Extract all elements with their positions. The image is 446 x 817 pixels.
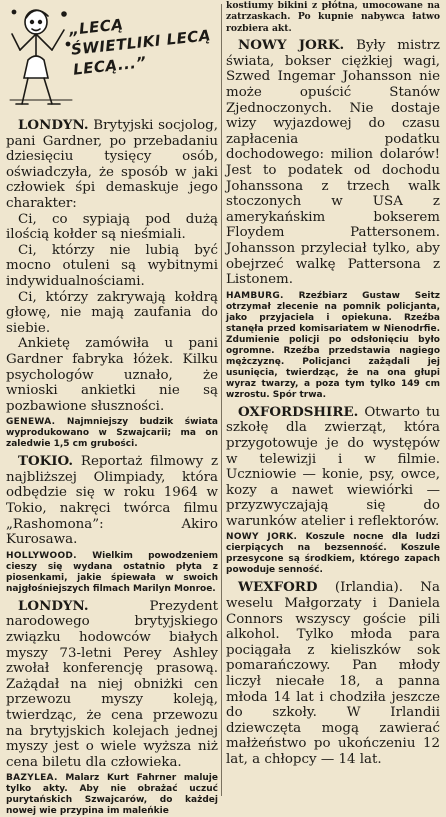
dateline-genewa: GENEWA. (6, 417, 56, 428)
man-illustration-icon (6, 0, 76, 112)
article-nowy-jork-1 (226, 38, 440, 288)
article-wexford (226, 580, 440, 767)
left-column (6, 0, 219, 817)
page-title: „LECĄ ŚWIETLIKI LECĄ LECĄ...” (68, 15, 212, 79)
article-text: Otwarto tu szkołę dla zwierząt, która przygotowuje je do występów w telewizji i w filmie. Uczniowie — konie, psy, owce, kozy a nawet wiewiórki — przyzwyczajają się do warunków atelier i reflektorów. (226, 404, 440, 529)
dateline-hollywood: HOLLYWOOD. (6, 550, 77, 561)
article-bikini-continued (226, 0, 440, 34)
article-text: Prezydent narodowego brytyjskiego związku hodowców białych myszy 73-letni Perey Ashley zwołał konferencję prasową. Zażądał na niej obniżki cen przewozu myszy koleją, twierdząc, że cena przewozu na brytyjskich kolejach jednej myszy jest o wiele wyższa niż cena biletu dla człowieka. (6, 598, 218, 770)
dateline-wexford: WEXFORD (238, 579, 318, 596)
dateline-londyn: LONDYN. (18, 117, 89, 133)
article-hamburg (226, 291, 440, 401)
article-text: Malarz Kurt Fahrner maluje tylko akty. Aby nie obrażać uczuć purytańskich Szwajcarów, do każdej nowej wie przypina im maleńkie (6, 773, 218, 817)
dateline-tokio: TOKIO. (18, 453, 74, 470)
column-header (6, 0, 218, 118)
article-genewa (6, 417, 218, 450)
article-text: Koszule nocne dla ludzi cierpiących na bezsenność. Koszule przesycone są środkiem, którego zapach powoduje senność. (226, 532, 440, 576)
dateline-nowy-jork: NOWY JORK. (238, 37, 345, 54)
dateline-londyn: LONDYN. (18, 597, 89, 614)
article-text: Najmniejszy budzik świata wyprodukowano w Szwajcarii; ma on zaledwie 1,5 cm grubości. (6, 417, 218, 450)
article-hollywood (6, 551, 218, 595)
right-column (226, 0, 440, 800)
dateline-oxfordshire: OXFORDSHIRE. (238, 403, 359, 420)
article-nowy-jork-2 (226, 532, 440, 576)
dateline-bazylea: BAZYLEA. (6, 773, 58, 784)
article-paragraph: Ci, którzy nie lubią być mocno otuleni są wybitnymi indywidualnościami. (6, 242, 218, 289)
article-paragraph: Ci, którzy zakrywają kołdrą głowę, nie mają zaufania do siebie. (6, 289, 218, 336)
article-tokio (6, 454, 218, 548)
article-londyn-1 (6, 118, 218, 414)
dateline-nowy-jork: NOWY JORK. (226, 532, 298, 543)
article-bazylea (6, 773, 218, 817)
article-text: kostiumy bikini z płótna, umocowane na zatrzaskach. Po kupnie nabywca łatwo rozbiera akt. (226, 0, 440, 34)
article-text: Brytyjski socjolog, pani Gardner, po przebadaniu dziesięciu tysięcy osób, oświadczyła, że sposób w jaki człowiek śpi demaskuje jego charakter: (6, 118, 218, 211)
column-divider (221, 4, 222, 796)
dateline-hamburg: HAMBURG. (226, 290, 284, 301)
article-paragraph: Ankietę zamówiła u pani Gardner fabryka łóżek. Kilku psychologów uznało, że wnioski ankietki nie są pozbawione słuszności. (6, 336, 218, 414)
article-text: Rzeźbiarz Gustaw Seitz otrzymał zlecenie na pomnik policjanta, jako przyjaciela i opiekuna. Rzeźba stanęła przed komisariatem w Nienodrfie. Zdumienie policji po odsłonięciu było ogromne. Rzeźba przedstawia nagiego mężczyznę. Policjanci zażądali jej usunięcia, twierdząc, że na ona głupi wyraz twarzy, a poza tym tylko 149 cm wzrostu. Spór trwa. (226, 290, 440, 400)
article-oxfordshire (226, 405, 440, 530)
article-text: Były mistrz świata, bokser ciężkiej wagi, Szwed Ingemar Johansson nie może opuścić Stanów Zjednoczonych. Nie dostaje wizy wyjazdowej do czasu zapłacenia podatku dochodowego: milion dolarów! Jest to podatek od dochodu Johanssona z trzech walk stoczonych w USA z amerykańskim bokserem Floydem Pattersonem. Johansson przyleciał tylko, aby obejrzeć walkę Pattersona z Listonem. (226, 38, 440, 288)
article-londyn-2 (6, 599, 218, 771)
article-text: Wielkim powodzeniem cieszy się wydana ostatnio płyta z piosenkami, jakie śpiewała w swoich najgłośniejszych filmach Marilyn Monroe. (6, 550, 219, 594)
article-text: Reportaż filmowy z najbliższej Olimpiady, która odbędzie się w roku 1964 w Tokio, nakręci twórca filmu „Rashomona”: Akiro Kurosawa. (6, 454, 219, 548)
article-text: Na weselu Małgorzaty i Daniela Connors wszyscy goście pili alkohol. Tylko młoda para pociągała z kieliszków sok pomarańczowy. Pan młody liczył niecałe 18, a panna młoda 14 lat i chodziła jeszcze do szkoły. W Irlandii dziewczęta mogą zawierać małżeństwo po ukończeniu 12 lat, a chłopcy — 14 lat. (226, 580, 440, 767)
article-paragraph: Ci, co sypiają pod dużą ilością kołder są nieśmiali. (6, 211, 218, 243)
dateline-country: (Irlandia). (334, 580, 403, 596)
